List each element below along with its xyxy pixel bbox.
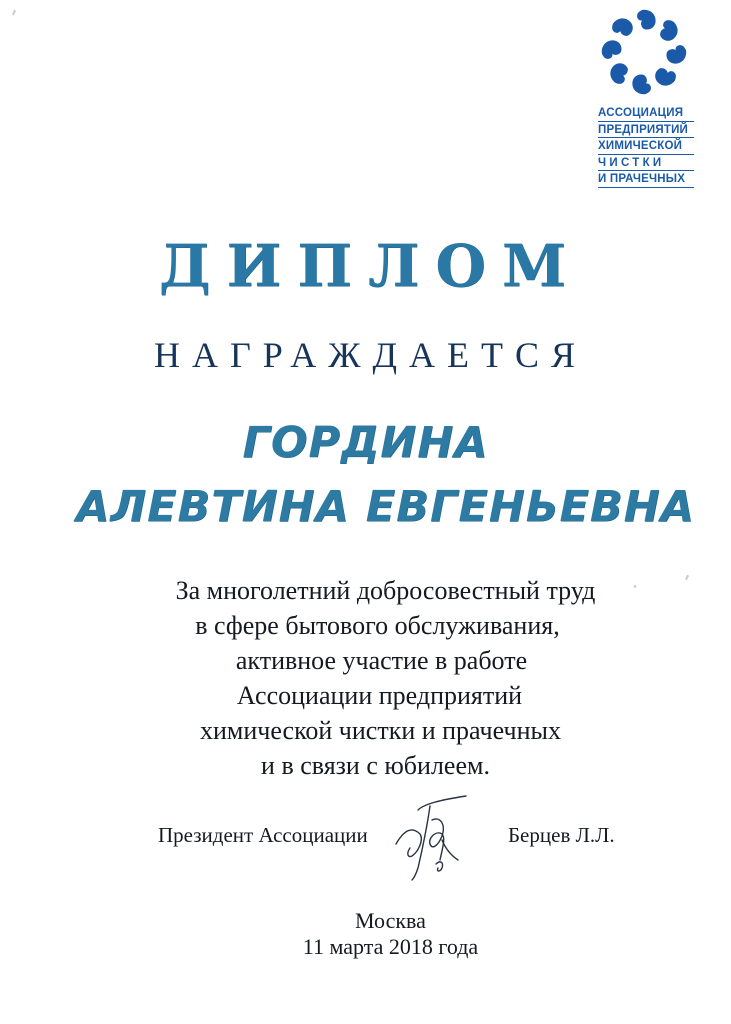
issue-date: 11 марта 2018 года bbox=[302, 934, 479, 959]
diploma-title: ДИПЛОМ bbox=[158, 232, 583, 300]
reason-line-3: активное участие в работе bbox=[235, 646, 528, 675]
signer-name: Берцев Л.Л. bbox=[508, 823, 615, 847]
association-name bbox=[598, 106, 694, 189]
water-drops-ring-logo-icon bbox=[596, 4, 692, 100]
logo-line-2: ПРЕДПРИЯТИЙ bbox=[598, 123, 694, 139]
reason-line-5: химической чистки и прачечных bbox=[199, 716, 561, 745]
scan-speck bbox=[12, 10, 16, 15]
recipient-surname: ГОРДИНА bbox=[242, 418, 489, 468]
handwritten-signature-icon bbox=[388, 790, 474, 886]
logo-line-4: ЧИСТКИ bbox=[598, 156, 694, 172]
association-logo bbox=[592, 4, 696, 198]
awarded-label: НАГРАЖДАЕТСЯ bbox=[153, 335, 588, 375]
award-reason bbox=[0, 573, 731, 783]
logo-line-5: И ПРАЧЕЧНЫХ bbox=[598, 172, 694, 188]
reason-line-1: За многолетний добросовестный труд bbox=[175, 576, 596, 605]
signer-position: Президент Ассоциации bbox=[158, 823, 368, 847]
reason-line-4: Ассоциации предприятий bbox=[236, 681, 523, 710]
logo-line-3: ХИМИЧЕСКОЙ bbox=[598, 139, 694, 155]
issue-city: Москва bbox=[355, 908, 426, 933]
reason-line-6: и в связи с юбилеем. bbox=[261, 751, 490, 780]
recipient-given-names: АЛЕВТИНА ЕВГЕНЬЕВНА bbox=[76, 482, 695, 532]
logo-line-1: АССОЦИАЦИЯ bbox=[598, 106, 694, 122]
reason-line-2: в сфере бытового обслуживания, bbox=[195, 611, 560, 640]
